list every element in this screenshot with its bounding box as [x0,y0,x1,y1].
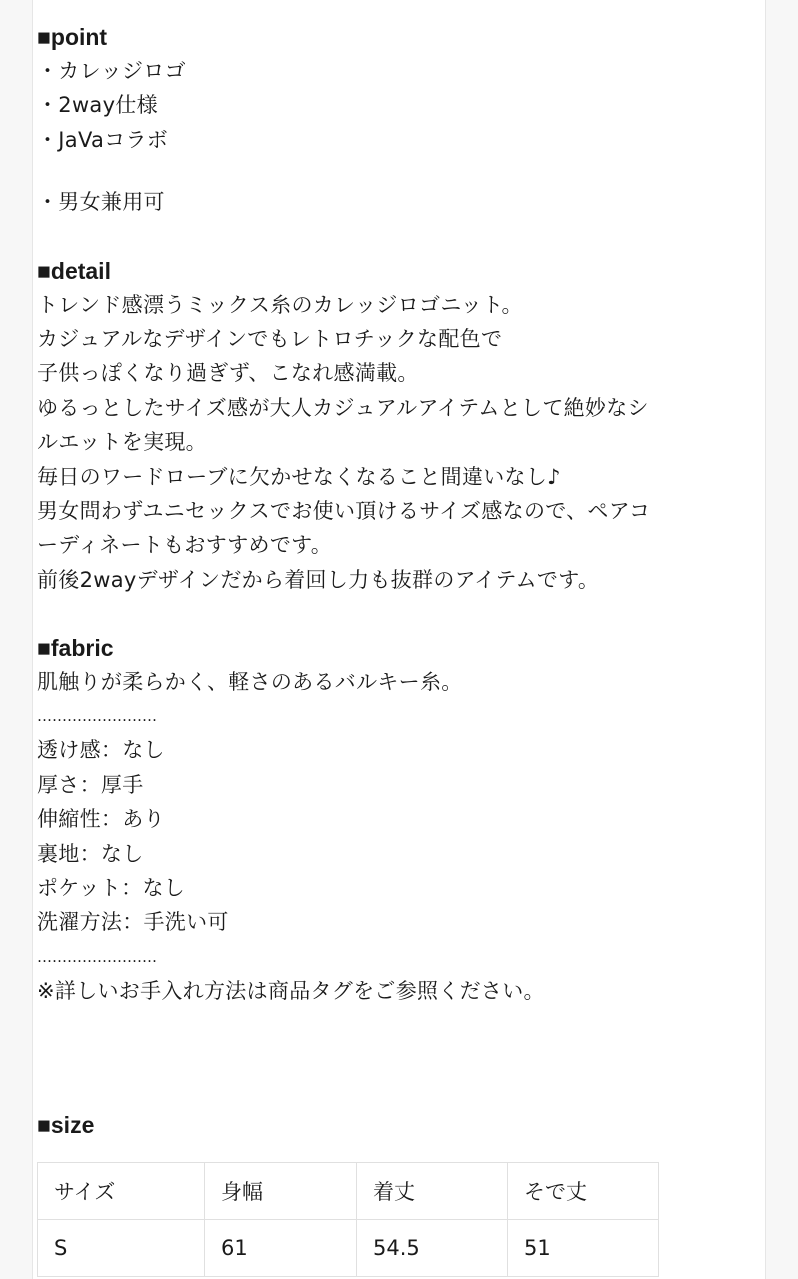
size-header-length: 着丈 [357,1163,508,1220]
fabric-divider-top: …………………… [37,707,157,726]
fabric-spec: 裏地：なし [37,841,144,866]
point-item: ・カレッジロゴ [37,59,186,83]
fabric-spec: 伸縮性：あり [37,807,165,832]
size-cell-length: 54.5 [357,1220,508,1277]
size-header-width: 身幅 [205,1163,357,1220]
fabric-description: 肌触りが柔らかく、軽さのあるバルキー糸。 [37,670,463,695]
fabric-heading: ■fabric [37,635,114,662]
detail-line: ーディネートもおすすめです。 [37,533,333,558]
detail-line: トレンド感漂うミックス糸のカレッジロゴニット。 [37,292,523,317]
size-header-sleeve: そで丈 [508,1163,659,1220]
care-note: ※詳しいお手入れ方法は商品タグをご参照ください。 [37,978,545,1003]
detail-line: ルエットを実現。 [37,430,207,455]
point-heading: ■point [37,24,108,50]
point-item-unisex: ・男女兼用可 [37,190,165,215]
point-item: ・2way仕様 [37,93,158,118]
detail-line: 毎日のワードローブに欠かせなくなること間違いなし♪ [37,464,561,489]
size-table-header-row [38,1163,659,1220]
spacer [37,157,717,185]
detail-heading: ■detail [37,257,111,284]
fabric-spec: 透け感：なし [37,738,165,763]
size-heading: ■size [37,1112,95,1139]
fabric-divider-bottom: …………………… [37,947,157,966]
detail-line: カジュアルなデザインでもレトロチックな配色で [37,326,503,351]
spacer [37,1008,717,1108]
size-cell-size: S [38,1220,205,1277]
spacer [37,220,717,254]
product-description [37,20,717,1142]
fabric-spec: ポケット：なし [37,876,186,901]
size-header-size: サイズ [38,1163,205,1220]
detail-line: ゆるっとしたサイズ感が大人カジュアルアイテムとして絶妙なシ [37,395,649,420]
size-cell-sleeve: 51 [508,1220,659,1277]
detail-line: 子供っぽくなり過ぎず、こなれ感満載。 [37,361,419,386]
fabric-spec: 洗濯方法：手洗い可 [37,910,229,935]
spacer [37,597,717,631]
size-cell-width: 61 [205,1220,357,1277]
size-table-row [38,1220,659,1277]
point-item: ・JaVaコラボ [37,127,169,152]
size-table [37,1162,659,1277]
detail-line: 男女問わずユニセックスでお使い頂けるサイズ感なので、ペアコ [37,498,651,523]
detail-line: 前後2wayデザインだから着回し力も抜群のアイテムです。 [37,567,600,592]
fabric-spec: 厚さ：厚手 [37,772,144,797]
